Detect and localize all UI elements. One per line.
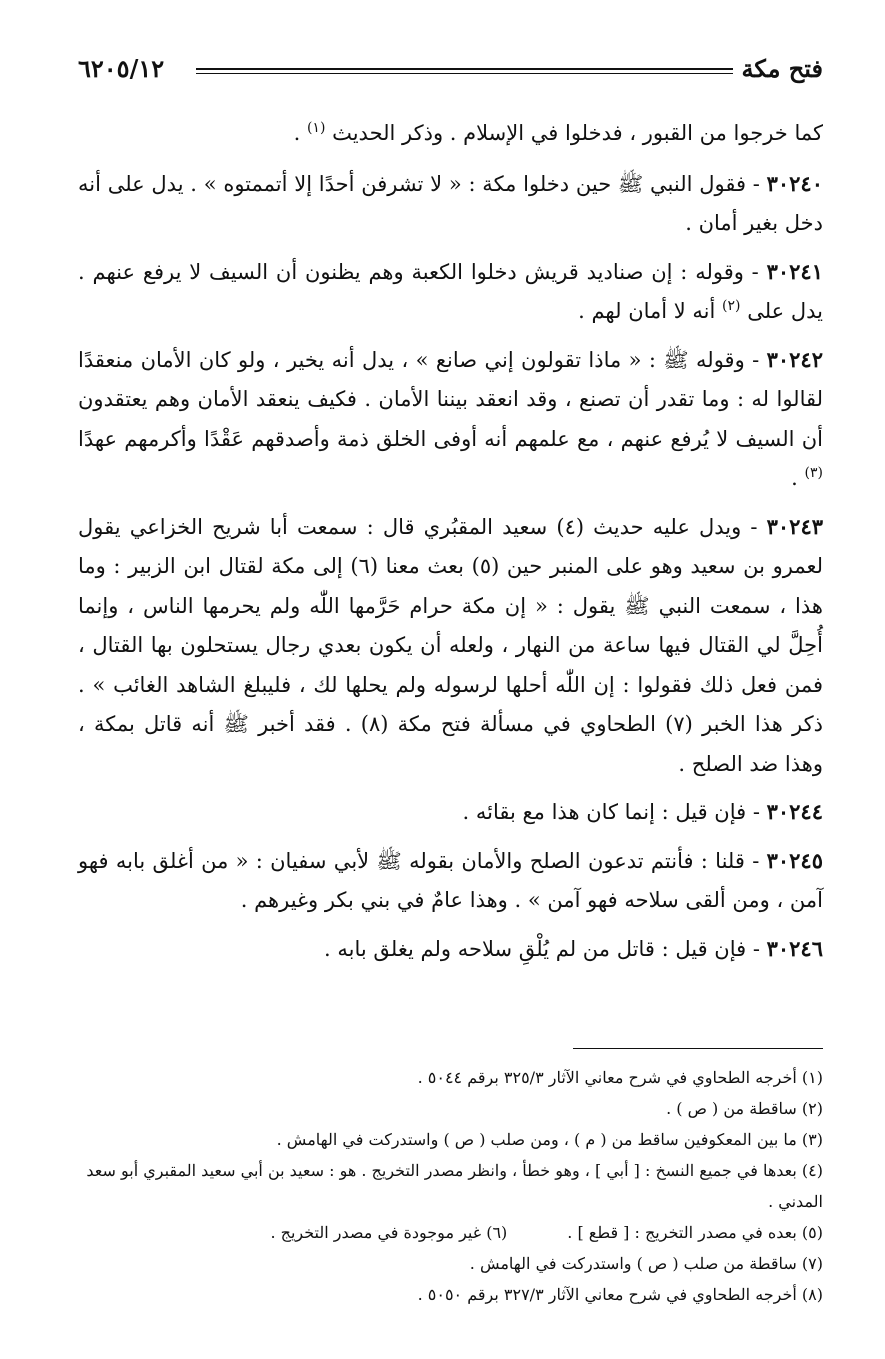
paragraph-number: ٣٠٢٤٠ (766, 170, 823, 196)
paragraph-number: ٣٠٢٤١ (766, 258, 823, 284)
paragraph (78, 929, 823, 970)
paragraph-number: ٣٠٢٤٢ (766, 346, 823, 372)
page-header (78, 52, 823, 92)
footnote: (١) أخرجه الطحاوي في شرح معاني الآثار ٣٢٥/٣ برقم ٥٠٤٤ . (417, 1068, 823, 1087)
paragraph-text: - وقوله ﷺ : « ماذا تقولون إني صانع » ، يدل أنه يخير ، ولو كان الأمان منعقدًا لقالوا له : وما تقدر أن تصنع ، وقد انعقد بيننا الأمان . فكيف ينعقد الأمان وهم يعتقدون أن السيف لا يُرفع عنهم ، مع علمهم أنه أوفى الخلق ذمة وأصدقهم عَقْدًا وأكرمهم عهدًا (78, 347, 823, 451)
paragraph-tail: . (791, 466, 805, 490)
page-number: ٦٢٠٥/١٢ (78, 54, 165, 83)
paragraph (78, 114, 823, 154)
paragraph (78, 507, 823, 785)
body-text (78, 114, 823, 977)
paragraph-text: - فإن قيل : إنما كان هذا مع بقائه . (462, 800, 767, 824)
book-page (78, 52, 823, 1312)
paragraph-text: - فإن قيل : قاتل من لم يُلْقِ سلاحه ولم يغلق بابه . (324, 936, 767, 961)
paragraph-text: كما خرجوا من القبور ، فدخلوا في الإسلام . وذكر الحديث (332, 121, 823, 145)
paragraph-text: - ويدل عليه حديث (٤) سعيد المقبُري قال : سمعت أبا شريح الخزاعي يقول لعمرو بن سعيد وهو على المنبر حين (٥) بعث معنا (٦) إلى مكة لقتال ابن الزبير : وما هذا ، سمعت النبي ﷺ يقول : « إن مكة حرام حَرَّمها اللّٰه ولم يحرمها الناس ، وإنما أُحِلَّ لي القتال فيها ساعة من النهار ، ولعله أن يكون بعدي رجال يستحلون بها القتال ، فمن فعل ذلك فقولوا : إن اللّٰه أحلها لرسوله ولم يحلها لك ، فليبلغ الشاهد الغائب » . ذكر هذا الخبر (٧) الطحاوي في مسألة فتح مكة (٨) . فقد أخبر ﷺ أنه قاتل بمكة ، وهذا ضد الصلح . (78, 514, 823, 776)
footnote-row (78, 1217, 823, 1248)
footnote: (٢) ساقطة من ( ص ) . (666, 1099, 823, 1118)
paragraph (78, 340, 823, 499)
paragraph (78, 164, 823, 244)
running-title: فتح مكة (741, 54, 823, 83)
footnote: (٤) بعدها في جميع النسخ : [ أبي ] ، وهو خطأ ، وانظر مصدر التخريج . هو : سعيد بن أبي سعيد المقبري أبو سعد المدني . (86, 1161, 823, 1211)
paragraph-tail: . (293, 121, 307, 145)
paragraph-tail: أنه لا أمان لهم . (578, 299, 723, 323)
footnotes (78, 1062, 823, 1310)
footnote: (٨) أخرجه الطحاوي في شرح معاني الآثار ٣٢٧/٣ برقم ٥٠٥٠ . (417, 1285, 823, 1304)
paragraph-text: - وقوله : إن صناديد قريش دخلوا الكعبة وهم يظنون أن السيف لا يرفع عنهم . يدل على (78, 259, 823, 323)
paragraph-number: ٣٠٢٤٥ (766, 847, 823, 873)
footnote: (٧) ساقطة من صلب ( ص ) واستدركت في الهامش . (469, 1254, 823, 1273)
header-rule (196, 68, 733, 74)
paragraph-number: ٣٠٢٤٣ (766, 513, 824, 539)
footnote-ref: (١) (306, 120, 326, 136)
paragraph-number: ٣٠٢٤٤ (766, 799, 823, 824)
paragraph (78, 252, 823, 332)
footnote: (٦) غير موجودة في مصدر التخريج . (270, 1223, 508, 1242)
footnote-rule (573, 1048, 823, 1049)
footnote: (٥) بعده في مصدر التخريج : [ قطع ] . (567, 1223, 823, 1242)
paragraph-number: ٣٠٢٤٦ (766, 935, 823, 961)
footnote-ref: (٢) (722, 298, 741, 314)
paragraph (78, 841, 823, 921)
footnote-ref: (٣) (804, 465, 823, 481)
paragraph-text: - فقول النبي ﷺ حين دخلوا مكة : « لا تشرفن أحدًا إلا أتممتوه » . يدل على أنه دخل بغير أمان . (78, 171, 823, 235)
paragraph (78, 792, 823, 833)
footnote: (٣) ما بين المعكوفين ساقط من ( م ) ، ومن صلب ( ص ) واستدركت في الهامش . (276, 1130, 823, 1149)
paragraph-text: - قلنا : فأنتم تدعون الصلح والأمان بقوله ﷺ لأبي سفيان : « من أغلق بابه فهو آمن ، ومن ألقى سلاحه فهو آمن » . وهذا عامٌ في بني بكر وغيرهم . (78, 848, 823, 912)
